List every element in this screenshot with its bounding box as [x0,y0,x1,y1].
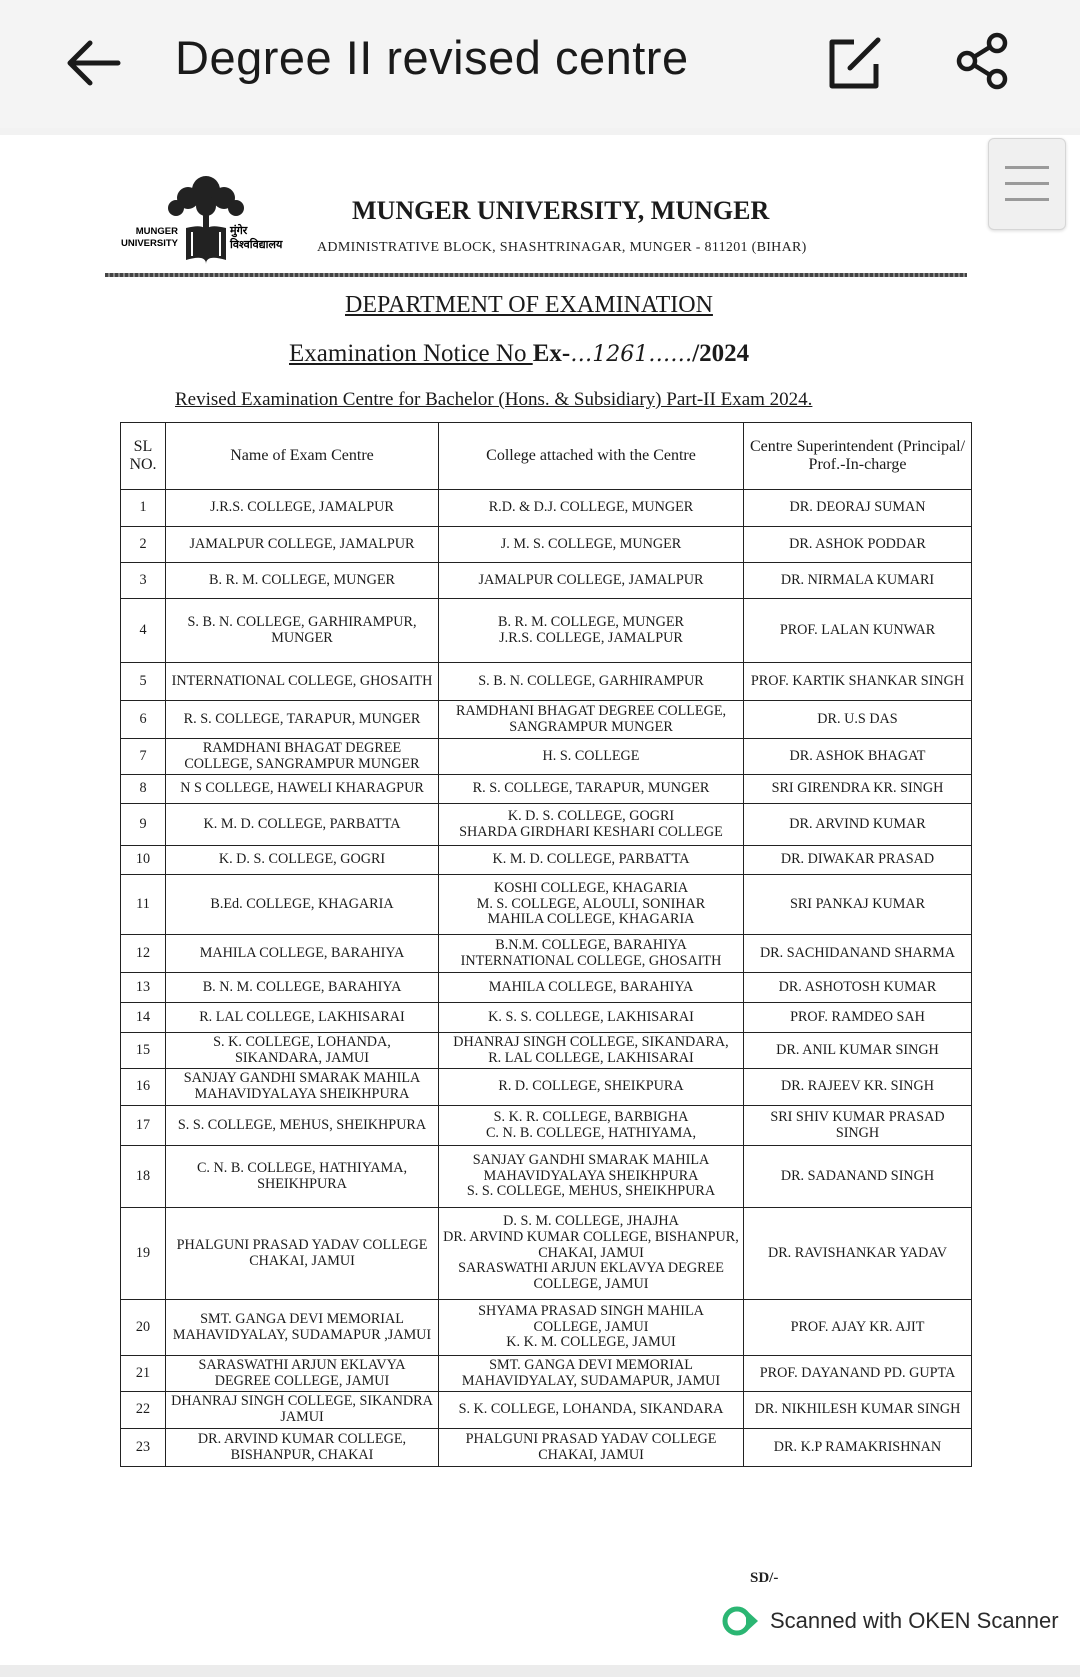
table-row [121,1392,972,1429]
cell-sl-no [121,875,166,935]
exam-centre-table [120,422,972,1467]
table-row [121,875,972,935]
cell-text: 9 [139,815,147,832]
cell-sl-no [121,1300,166,1356]
cell-text: K. K. M. COLLEGE, JAMUI [506,1334,676,1351]
cell-text: R.D. & D.J. COLLEGE, MUNGER [488,499,694,516]
cell-text: B.Ed. COLLEGE, KHAGARIA [210,895,394,912]
cell-text: RAMDHANI BHAGAT DEGREE COLLEGE, SANGRAMPUR MUNGER [184,739,420,772]
table-row [121,1003,972,1033]
back-button[interactable] [66,38,122,88]
notice-ex: Ex- [532,340,571,367]
cell-text: JAMALPUR COLLEGE, JAMALPUR [478,571,704,588]
cell-text: B. R. M. COLLEGE, MUNGER [208,571,396,588]
signature: SD/- [750,1570,779,1586]
bottom-bar [0,1665,1080,1677]
cell-exam-centre [166,1003,439,1033]
cell-college-attached [439,1033,744,1069]
cell-text: 15 [135,1041,151,1058]
cell-text: DR. ARVIND KUMAR COLLEGE, BISHANPUR, CHAKAI, JAMUI [443,1228,739,1261]
cell-exam-centre [166,1146,439,1208]
cell-text: SMT. GANGA DEVI MEMORIAL MAHAVIDYALAY, SUDAMAPUR, JAMUI [461,1356,721,1389]
cell-sl-no [121,1208,166,1300]
cell-exam-centre [166,973,439,1003]
cell-superintendent [744,1208,972,1300]
cell-text: SMT. GANGA DEVI MEMORIAL MAHAVIDYALAY, SUDAMAPUR ,JAMUI [172,1310,432,1343]
cell-sl-no [121,973,166,1003]
cell-text: 13 [135,978,151,995]
cell-text: SARASWATHI ARJUN EKLAVYA DEGREE COLLEGE, JAMUI [198,1356,406,1389]
university-address: ADMINISTRATIVE BLOCK, SHASHTRINAGAR, MUNGER - 811201 (BIHAR) [317,240,807,255]
cell-text: JAMALPUR COLLEGE, JAMALPUR [189,535,415,552]
cell-sl-no [121,599,166,663]
cell-superintendent [744,1069,972,1106]
cell-text: S. S. COLLEGE, MEHUS, SHEIKHPURA [177,1116,427,1133]
cell-text: DR. SADANAND SINGH [780,1167,935,1184]
cell-text: B. N. M. COLLEGE, BARAHIYA [202,978,402,995]
cell-college-attached [439,846,744,875]
cell-college-attached [439,563,744,599]
cell-text: M. S. COLLEGE, ALOULI, SONIHAR [476,895,706,912]
cell-superintendent [744,1146,972,1208]
table-row [121,935,972,973]
cell-text: H. S. COLLEGE [542,747,640,764]
table-row [121,563,972,599]
cell-exam-centre [166,701,439,739]
cell-text: J.R.S. COLLEGE, JAMALPUR [210,499,394,516]
table-row [121,527,972,563]
scanner-text: Scanned with OKEN Scanner [770,1608,1059,1633]
table-row [121,739,972,775]
oken-scanner-logo-icon [722,1604,760,1638]
cell-text: DR. K.P RAMAKRISHNAN [773,1438,942,1455]
cell-college-attached [439,1208,744,1300]
university-name: MUNGER UNIVERSITY, MUNGER [352,196,770,225]
cell-text: PROF. AJAY KR. AJIT [790,1318,925,1335]
cell-text: PHALGUNI PRASAD YADAV COLLEGE CHAKAI, JAMUI [176,1236,428,1269]
cell-text: 18 [135,1167,151,1184]
cell-superintendent [744,804,972,846]
cell-text: DR. RAVISHANKAR YADAV [767,1244,948,1261]
cell-superintendent [744,846,972,875]
cell-text: K. S. S. COLLEGE, LAKHISARAI [488,1008,694,1025]
cell-text: SRI GIRENDRA KR. SINGH [771,780,944,797]
cell-text: 23 [135,1438,151,1455]
cell-sl-no [121,935,166,973]
cell-text: 5 [139,672,147,689]
table-row [121,1106,972,1146]
university-logo [118,168,298,276]
cell-text: K. M. D. COLLEGE, PARBATTA [492,851,690,868]
cell-sl-no [121,1146,166,1208]
cell-superintendent [744,563,972,599]
cell-text: DR. RAJEEV KR. SINGH [780,1078,935,1095]
cell-text: 8 [139,780,147,797]
cell-sl-no [121,1069,166,1106]
cell-text: 14 [135,1008,151,1025]
cell-sl-no [121,1392,166,1429]
cell-text: S. B. N. COLLEGE, GARHIRAMPUR [478,672,704,689]
cell-exam-centre [166,804,439,846]
table-row [121,804,972,846]
table-row [121,599,972,663]
table-row [121,490,972,527]
cell-sl-no [121,663,166,701]
cell-text: DR. ASHOK PODDAR [789,535,926,552]
notice-number: …1261…… [570,342,693,367]
cell-text: C. N. B. COLLEGE, HATHIYAMA, [485,1124,697,1141]
cell-text: 11 [136,895,150,912]
cell-superintendent [744,1300,972,1356]
cell-text: 6 [139,710,147,727]
page-title: Degree II revised centre [175,31,689,84]
cell-sl-no [121,1356,166,1392]
table-row [121,663,972,701]
cell-exam-centre [166,739,439,775]
cell-text: MAHILA COLLEGE, BARAHIYA [199,944,405,961]
cell-college-attached [439,739,744,775]
cell-text: 12 [135,944,151,961]
cell-text: KOSHI COLLEGE, KHAGARIA [493,879,689,896]
cell-sl-no [121,804,166,846]
cell-superintendent [744,1106,972,1146]
cell-text: DR. ASHOTOSH KUMAR [778,978,937,995]
cell-superintendent [744,1429,972,1467]
table-row [121,1300,972,1356]
cell-exam-centre [166,1106,439,1146]
cell-sl-no [121,563,166,599]
cell-college-attached [439,935,744,973]
cell-text: N S COLLEGE, HAWELI KHARAGPUR [180,780,424,797]
cell-exam-centre [166,563,439,599]
cell-superintendent [744,935,972,973]
cell-exam-centre [166,846,439,875]
cell-exam-centre [166,1300,439,1356]
cell-college-attached [439,1069,744,1106]
cell-text: K. M. D. COLLEGE, PARBATTA [203,815,401,832]
cell-exam-centre [166,1208,439,1300]
edit-button[interactable] [826,36,882,92]
cell-college-attached [439,804,744,846]
cell-text: 7 [139,747,147,764]
cell-exam-centre [166,663,439,701]
department-heading: DEPARTMENT OF EXAMINATION [345,292,713,318]
cell-text: DR. ANIL KUMAR SINGH [776,1041,939,1058]
cell-sl-no [121,1003,166,1033]
cell-text: DR. DIWAKAR PRASAD [780,851,935,868]
cell-sl-no [121,527,166,563]
cell-text: SHARDA GIRDHARI KESHARI COLLEGE [459,823,723,840]
cell-exam-centre [166,1033,439,1069]
cell-text: SRI PANKAJ KUMAR [789,895,926,912]
table-row [121,775,972,804]
cell-college-attached [439,599,744,663]
cell-text: R. LAL COLLEGE, LAKHISARAI [199,1008,405,1025]
cell-text: S. K. COLLEGE, LOHANDA, SIKANDARA [458,1401,724,1418]
header-superintendent: Centre Superintendent (Principal/ Prof.-In-charge [744,423,972,490]
cell-text: SANJAY GANDHI SMARAK MAHILA MAHAVIDYALAYA SHEIKHPURA [183,1070,421,1102]
cell-text: SHYAMA PRASAD SINGH MAHILA COLLEGE, JAMUI [478,1302,704,1335]
cell-superintendent [744,1003,972,1033]
cell-superintendent [744,973,972,1003]
cell-text: DR. NIKHILESH KUMAR SINGH [754,1401,961,1418]
share-icon [955,32,1009,90]
cell-college-attached [439,1429,744,1467]
share-button[interactable] [955,32,1009,90]
cell-sl-no [121,1033,166,1069]
cell-text: S. S. COLLEGE, MEHUS, SHEIKHPURA [466,1183,716,1200]
cell-text: R. S. COLLEGE, TARAPUR, MUNGER [183,710,421,727]
cell-sl-no [121,846,166,875]
cell-exam-centre [166,527,439,563]
cell-college-attached [439,663,744,701]
cell-college-attached [439,1146,744,1208]
cell-text: DR. SACHIDANAND SHARMA [759,944,956,961]
cell-exam-centre [166,490,439,527]
cell-text: K. D. S. COLLEGE, GOGRI [218,851,386,868]
cell-superintendent [744,663,972,701]
cell-exam-centre [166,775,439,804]
notice-year: /2024 [692,340,750,367]
cell-text: 22 [135,1401,151,1418]
header-rule [105,273,967,277]
cell-text: MAHILA COLLEGE, BARAHIYA [488,978,694,995]
cell-text: R. LAL COLLEGE, LAKHISARAI [488,1049,694,1066]
cell-text: 10 [135,851,151,868]
cell-superintendent [744,875,972,935]
cell-text: 17 [135,1116,151,1133]
header-exam-centre: Name of Exam Centre [166,423,439,490]
cell-text: DR. ARVIND KUMAR COLLEGE, BISHANPUR, CHAKAI [197,1430,407,1463]
cell-text: PROF. RAMDEO SAH [790,1008,925,1025]
cell-text: B.N.M. COLLEGE, BARAHIYA [495,936,687,953]
table-row [121,846,972,875]
cell-text: 19 [135,1244,151,1261]
cell-text: 21 [135,1364,151,1381]
table-row [121,1069,972,1106]
arrow-left-icon [66,38,122,88]
cell-text: 16 [135,1078,151,1095]
cell-superintendent [744,775,972,804]
cell-sl-no [121,1429,166,1467]
cell-text: MAHILA COLLEGE, KHAGARIA [487,911,695,928]
cell-college-attached [439,775,744,804]
cell-text: DR. ASHOK BHAGAT [789,747,926,764]
cell-superintendent [744,739,972,775]
cell-superintendent [744,490,972,527]
header-college-attached: College attached with the Centre [439,423,744,490]
table-header-row [121,423,972,490]
cell-text: 2 [139,535,147,552]
notice-prefix: Examination Notice No [289,340,533,367]
cell-text: S. B. N. COLLEGE, GARHIRAMPUR, MUNGER [187,613,417,646]
cell-college-attached [439,973,744,1003]
cell-text: DHANRAJ SINGH COLLEGE, SIKANDARA, [453,1033,729,1050]
logo-text-hindi: मुंगेर विश्वविद्यालय [230,224,283,251]
cell-exam-centre [166,1069,439,1106]
cell-text: 4 [139,621,147,638]
table-row [121,1208,972,1300]
cell-text: D. S. M. COLLEGE, JHAJHA [503,1212,679,1229]
cell-college-attached [439,1003,744,1033]
cell-text: R. D. COLLEGE, SHEIKPURA [498,1078,684,1095]
cell-text: INTERNATIONAL COLLEGE, GHOSAITH [171,672,433,689]
cell-college-attached [439,490,744,527]
table-row [121,701,972,739]
cell-college-attached [439,1356,744,1392]
notice-number-line [289,340,749,368]
table-row [121,973,972,1003]
cell-text: DR. DEORAJ SUMAN [789,499,926,516]
cell-text: 1 [139,499,147,516]
table-row [121,1033,972,1069]
cell-superintendent [744,1033,972,1069]
menu-button[interactable] [988,138,1066,230]
cell-text: DR. NIRMALA KUMARI [780,571,935,588]
cell-text: R. S. COLLEGE, TARAPUR, MUNGER [472,780,710,797]
cell-college-attached [439,875,744,935]
cell-superintendent [744,701,972,739]
cell-exam-centre [166,1392,439,1429]
cell-text: 20 [135,1318,151,1335]
cell-sl-no [121,1106,166,1146]
cell-text: PHALGUNI PRASAD YADAV COLLEGE CHAKAI, JAMUI [465,1430,717,1463]
cell-text: PROF. LALAN KUNWAR [779,621,936,638]
cell-superintendent [744,1356,972,1392]
cell-text: INTERNATIONAL COLLEGE, GHOSAITH [460,952,722,969]
cell-exam-centre [166,1356,439,1392]
cell-text: B. R. M. COLLEGE, MUNGER [497,613,685,630]
cell-text: S. K. R. COLLEGE, BARBIGHA [493,1108,689,1125]
cell-exam-centre [166,935,439,973]
cell-text: S. K. COLLEGE, LOHANDA, SIKANDARA, JAMUI [213,1033,391,1066]
cell-college-attached [439,701,744,739]
cell-college-attached [439,1300,744,1356]
cell-text: PROF. KARTIK SHANKAR SINGH [750,672,965,689]
cell-text: SRI SHIV KUMAR PRASAD SINGH [770,1108,945,1141]
cell-text: K. D. S. COLLEGE, GOGRI [507,807,675,824]
cell-superintendent [744,1392,972,1429]
cell-exam-centre [166,875,439,935]
table-row [121,1429,972,1467]
cell-college-attached [439,1392,744,1429]
cell-sl-no [121,490,166,527]
table-row [121,1146,972,1208]
app-bar [0,0,1080,128]
cell-sl-no [121,775,166,804]
cell-college-attached [439,527,744,563]
cell-text: DR. U.S DAS [817,710,898,727]
cell-text: 3 [139,571,147,588]
scanner-watermark [722,1604,1059,1638]
header-sl-no: SL NO. [121,423,166,490]
cell-text: J.R.S. COLLEGE, JAMALPUR [499,629,683,646]
edit-icon [826,36,882,92]
cell-text: DR. ARVIND KUMAR [789,815,926,832]
cell-text: SANJAY GANDHI SMARAK MAHILA MAHAVIDYALAYA SHEIKHPURA [472,1151,710,1184]
cell-superintendent [744,527,972,563]
cell-text: RAMDHANI BHAGAT DEGREE COLLEGE, SANGRAMPUR MUNGER [455,702,727,735]
table-row [121,1356,972,1392]
cell-text: PROF. DAYANAND PD. GUPTA [759,1364,956,1381]
cell-superintendent [744,599,972,663]
notice-subtitle: Revised Examination Centre for Bachelor (Hons. & Subsidiary) Part-II Exam 2024. [175,389,813,410]
cell-sl-no [121,739,166,775]
logo-text-left: MUNGER UNIVERSITY [120,226,178,250]
cell-text: J. M. S. COLLEGE, MUNGER [500,535,682,552]
cell-exam-centre [166,1429,439,1467]
cell-text: DHANRAJ SINGH COLLEGE, SIKANDRA JAMUI [171,1393,433,1425]
cell-college-attached [439,1106,744,1146]
cell-text: C. N. B. COLLEGE, HATHIYAMA, SHEIKHPURA [196,1159,408,1192]
cell-exam-centre [166,599,439,663]
cell-text: SARASWATHI ARJUN EKLAVYA DEGREE COLLEGE, JAMUI [458,1260,724,1293]
cell-sl-no [121,701,166,739]
